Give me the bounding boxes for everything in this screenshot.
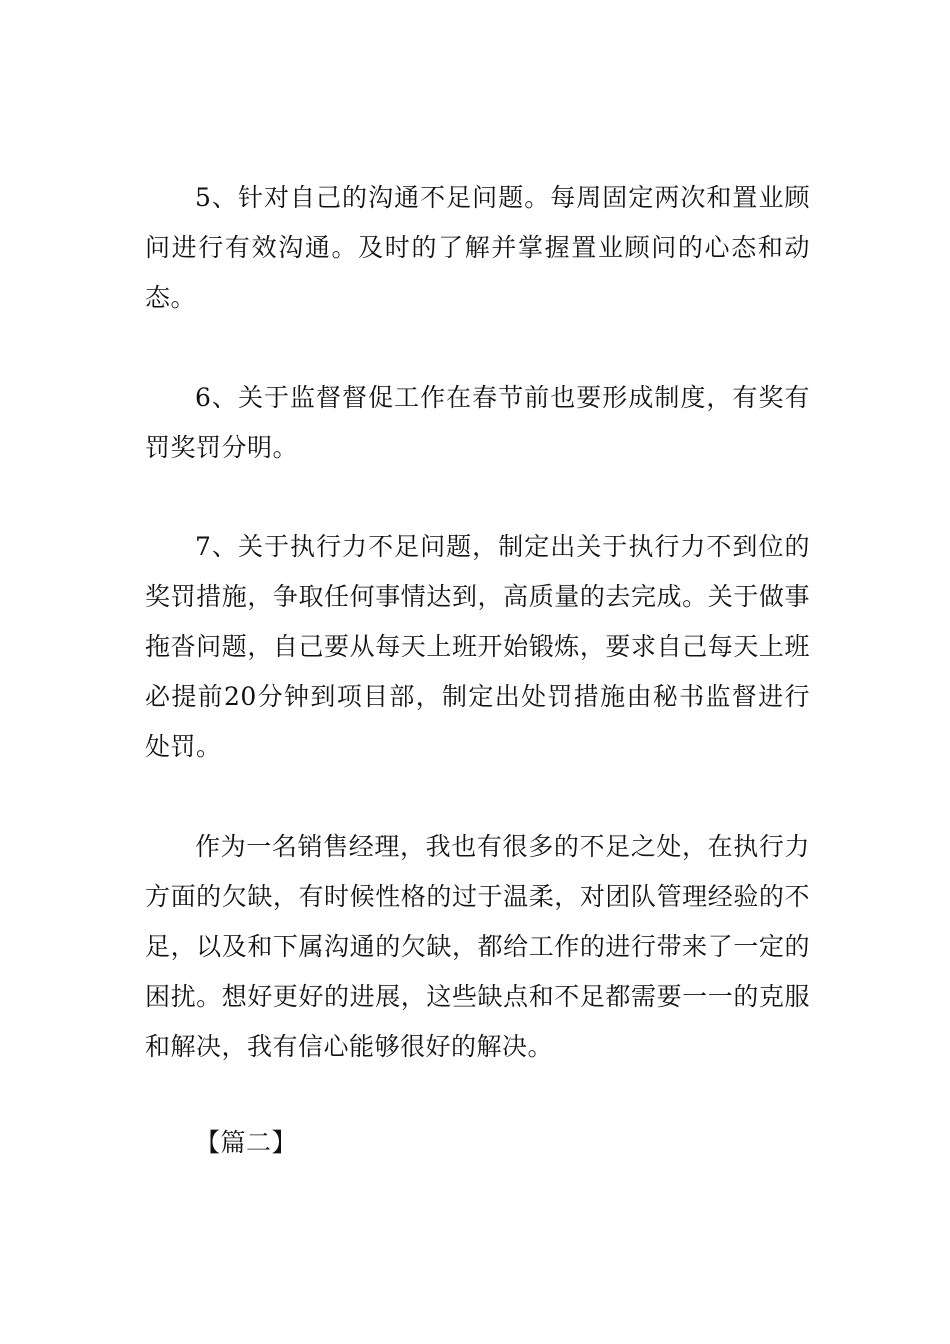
paragraph-item-6: 6、关于监督督促工作在春节前也要形成制度，有奖有罚奖罚分明。	[145, 383, 810, 462]
paragraph-summary: 作为一名销售经理，我也有很多的不足之处，在执行力方面的欠缺，有时候性格的过于温柔，对团队管理经验的不足，以及和下属沟通的欠缺，都给工作的进行带来了一定的困扰。想好更好的进展，这些缺点和不足都需要一一的克服和解决，我有信心能够很好的解决。	[145, 832, 810, 1061]
section-heading: 【篇二】	[195, 1128, 298, 1157]
paragraph-item-5: 5、针对自己的沟通不足问题。每周固定两次和置业顾问进行有效沟通。及时的了解并掌握置业顾问的心态和动态。	[145, 183, 810, 312]
paragraph-item-7: 7、关于执行力不足问题，制定出关于执行力不到位的奖罚措施，争取任何事情达到，高质量的去完成。关于做事拖沓问题，自己要从每天上班开始锻炼，要求自己每天上班必提前20分钟到项目部，制定出处罚措施由秘书监督进行处罚。	[145, 532, 810, 761]
